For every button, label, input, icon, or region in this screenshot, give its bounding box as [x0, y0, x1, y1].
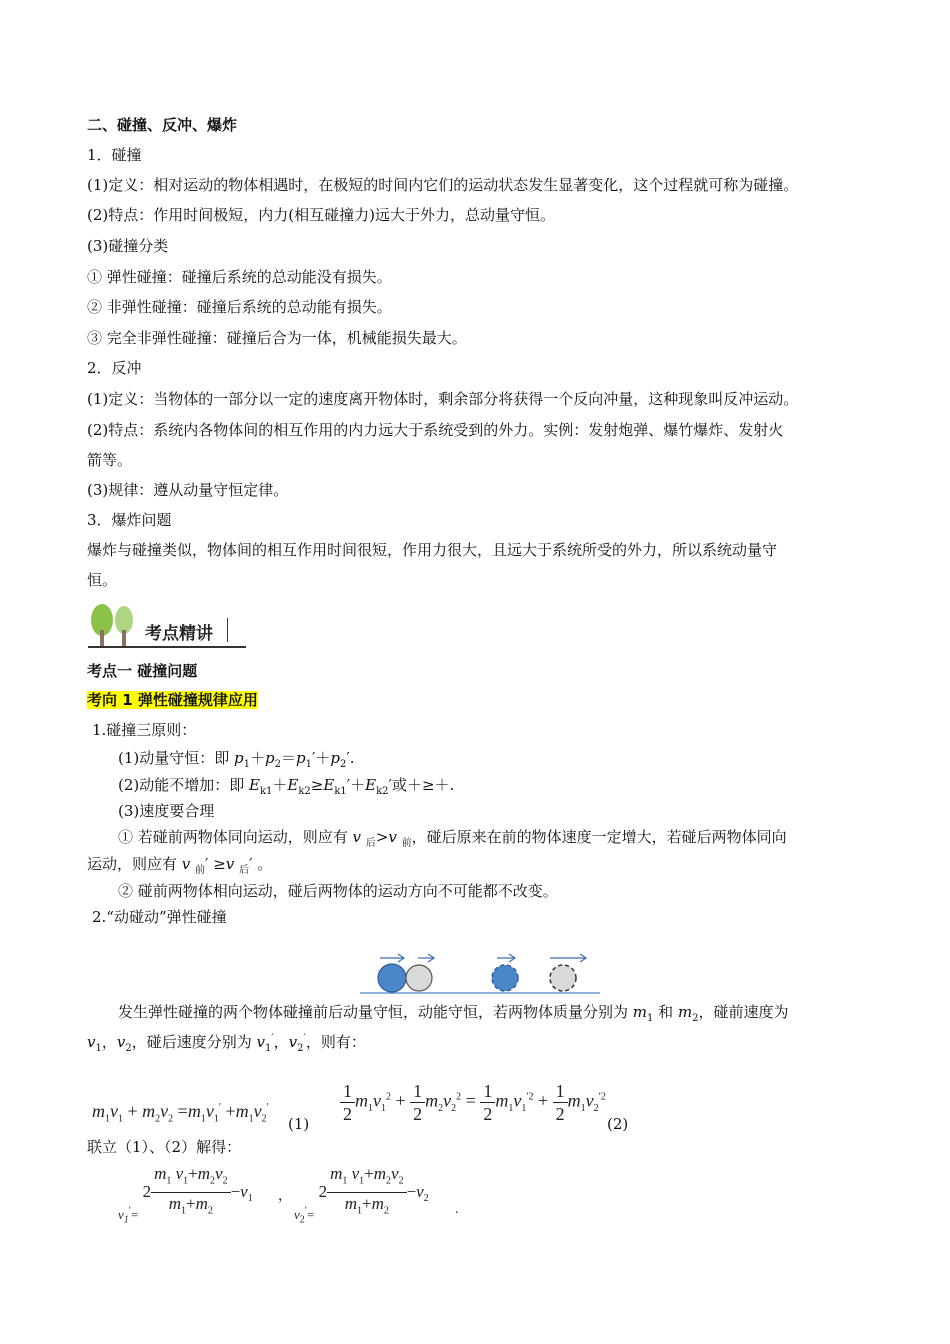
recoil-rule: (3)规律：遵从动量守恒定律。: [87, 481, 289, 499]
principle-1-prefix: (1)动量守恒：即: [118, 749, 235, 767]
principle-2-prefix: (2)动能不增加：即: [118, 776, 250, 794]
collision-feature: (2)特点：作用时间极短，内力(相互碰撞力)远大于外力，总动量守恒。: [87, 206, 555, 224]
point-title: 考点一 碰撞问题: [87, 662, 198, 680]
ball-2-after: [550, 965, 576, 991]
solution-v2: $_{v_2'=}$ 2 $\frac{m_1 v_1+m_2v_2}{m_1+m_2}$ $-v_2$: [294, 1164, 429, 1226]
collision-class-1: ① 弹性碰撞：碰撞后系统的总动能没有损失。: [87, 268, 392, 286]
condition-1a-text: ① 若碰前两物体同向运动，则应有: [118, 828, 353, 846]
collision-class-2: ② 非弹性碰撞：碰撞后系统的总动能有损失。: [87, 298, 392, 316]
momentum-equation: $m_1v_1 + m_2v_2 =m_1v_1' +m_1v_2'$: [92, 1101, 269, 1125]
banner-cursor: [227, 618, 228, 642]
item3-title: 3．爆炸问题: [87, 511, 172, 529]
elastic-title: 2.“动碰动”弹性碰撞: [92, 908, 227, 926]
condition-2: ② 碰前两物体相向运动，碰后两物体的运动方向不可能都不改变。: [118, 882, 558, 900]
elastic-desc-a-text: 发生弹性碰撞的两个物体碰撞前后动量守恒，动能守恒，若两物体质量分别为: [118, 1003, 633, 1021]
collision-diagram: [360, 950, 600, 996]
condition-1b-text: ，碰后原来在前的物体速度一定增大，若碰后两物体同向: [411, 828, 787, 846]
principle-3: (3)速度要合理: [118, 802, 215, 820]
direction-label: [87, 690, 258, 710]
equation-1-tag: (1): [288, 1115, 310, 1133]
tree-icon: [88, 602, 138, 648]
elastic-desc-b: $v_1$，$v_2$，碰后速度分别为 $v_1'$，$v_2'$，则有：: [87, 1033, 366, 1054]
condition-1a: ① 若碰前两物体同向运动，则应有 v $_后$>v $_前$，碰后原来在前的物体速度一定增大，若碰后两物体同向: [118, 828, 787, 849]
elastic-desc-and: 和: [653, 1003, 678, 1021]
recoil-definition: (1)定义：当物体的一部分以一定的速度离开物体时，剩余部分将获得一个反向冲量，这种现象叫反冲运动。: [87, 390, 799, 408]
principle-2-suffix: 或＋≥＋.: [391, 776, 455, 794]
recoil-feature-a: (2)特点：系统内各物体间的相互作用的内力远大于系统受到的外力。实例：发射炮弹、爆竹爆炸、发射火: [87, 421, 784, 439]
elastic-desc-b-text: ，碰前速度为: [698, 1003, 789, 1021]
ball-1-before: [378, 964, 406, 992]
collision-class-3: ③ 完全非弹性碰撞：碰撞后合为一体，机械能损失最大。: [87, 329, 467, 347]
solve-label: 联立（1）、（2）解得：: [87, 1138, 242, 1156]
energy-equation: $\frac{1}{2}$ $m_1v_1^2$ + $\frac{1}{2}$ $m_2v_2^2$ = $\frac{1}{2}$ $m_1v_1^{'2}$ + $\frac{1}{2}$ $m_1v_2^{'2}$: [340, 1080, 606, 1125]
equation-2-tag: (2): [607, 1115, 629, 1133]
solution-period: .: [455, 1202, 459, 1217]
item2-title: 2．反冲: [87, 359, 142, 377]
elastic-desc-c-text: ，碰后速度分别为: [131, 1033, 257, 1051]
recoil-feature-b: 箭等。: [87, 451, 133, 469]
condition-1d-text: 。: [257, 855, 273, 873]
solution-v1: $_{v_1'=}$ 2 $\frac{m_1 v_1+m_2v_2}{m_1+m_2}$ $-v_1$: [118, 1164, 253, 1226]
banner-title: 考点精讲: [145, 624, 213, 644]
section-heading: 二、碰撞、反冲、爆炸: [87, 116, 238, 134]
direction-highlight: 考向 1 弹性碰撞规律应用: [87, 691, 258, 709]
condition-1c-text: 运动，则应有: [87, 855, 182, 873]
solution-separator: ，: [278, 1189, 292, 1204]
ball-1-after: [492, 965, 518, 991]
ball-2-before: [406, 965, 432, 991]
condition-1c: 运动，则应有 v $_前$′ ≥v $_后$′ 。: [87, 855, 273, 876]
collision-class-title: (3)碰撞分类: [87, 237, 169, 255]
explosion-text-b: 恒。: [87, 571, 118, 589]
item1-title: 1．碰撞: [87, 146, 142, 164]
elastic-desc-d-text: ，则有：: [305, 1033, 366, 1051]
explosion-text-a: 爆炸与碰撞类似，物体间的相互作用时间很短，作用力很大，且远大于系统所受的外力，所以系统动量守: [87, 541, 778, 559]
elastic-desc-a: 发生弹性碰撞的两个物体碰撞前后动量守恒，动能守恒，若两物体质量分别为 $m_1$ 和 $m_2$，碰前速度为: [118, 1003, 789, 1024]
banner-underline: [88, 646, 246, 648]
principle-1: (1)动量守恒：即 $p_1+p_2=p_1'+p_2'$.: [118, 749, 355, 770]
collision-definition: (1)定义：相对运动的物体相遇时，在极短的时间内它们的运动状态发生显著变化，这个过程就可称为碰撞。: [87, 176, 799, 194]
principle-2: (2)动能不增加：即 $E_{k1}+E_{k2}\ge E_{k1}'+E_{k2}'$或＋≥＋.: [118, 776, 455, 797]
principles-title: 1.碰撞三原则：: [92, 721, 197, 739]
